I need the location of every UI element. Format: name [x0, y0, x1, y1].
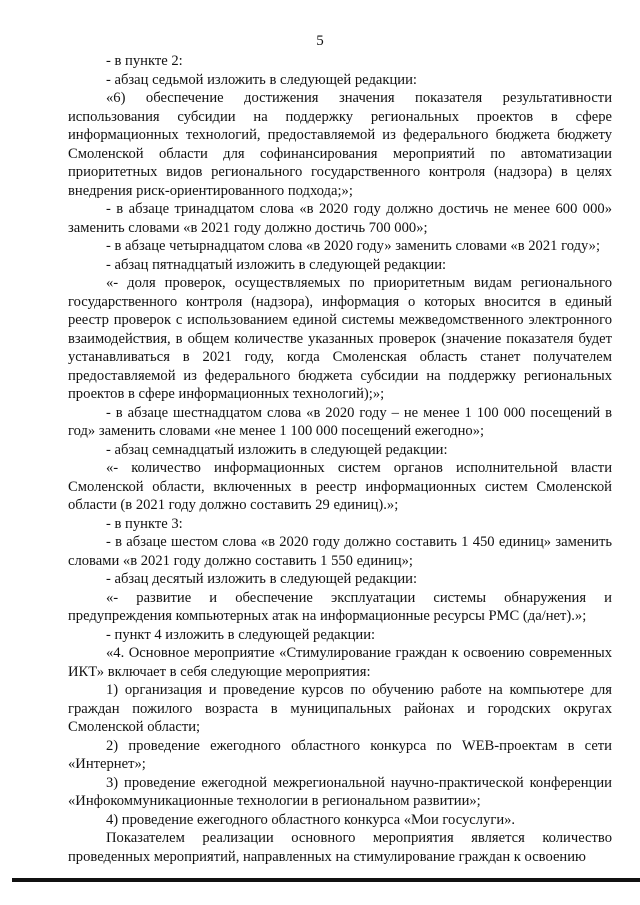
page-number: 5: [316, 33, 324, 49]
paragraph: - абзац пятнадцатый изложить в следующей редакции:: [106, 256, 447, 273]
document-body: [68, 52, 612, 866]
paragraph: «4. Основное мероприятие «Стимулирование граждан к освоению современных ИКТ» включает в себя следующие мероприятия:: [68, 645, 612, 680]
paragraph: - абзац десятый изложить в следующей редакции:: [106, 571, 418, 587]
paragraph: - в пункте 3:: [106, 515, 183, 532]
paragraph: - пункт 4 изложить в следующей редакции:: [106, 626, 376, 643]
paragraph: - в абзаце четырнадцатом слова «в 2020 году» заменить словами «в 2021 году»;: [106, 238, 601, 254]
paragraph: Показателем реализации основного мероприятия является количество проведенных мероприятий, направленных на стимулирование граждан к освоению: [68, 830, 612, 865]
paragraph: - в абзаце шестнадцатом слова «в 2020 году – не менее 1 100 000 посещений в год» заменить словами «не менее 1 100 000 посещений ежегодно»;: [68, 404, 612, 439]
paragraph: - абзац семнадцатый изложить в следующей редакции:: [106, 441, 448, 458]
paragraph: - в абзаце шестом слова «в 2020 году должно составить 1 450 единиц» заменить словами «в 2021 году должно составить 1 550 единиц»;: [68, 534, 612, 569]
paragraph: «- доля проверок, осуществляемых по приоритетным видам регионального государственного контроля (надзора), информация о которых вносится в единый реестр проверок с использованием единой системы межведомственного электронного взаимодействия, в общем количестве указанных проверок (значение показателя будет устанавливаться в 2021 году, когда Смоленская область станет получателем предоставляемой из федерального бюджета субсидии на поддержку региональных проектов в сфере информационных технологий);»;: [68, 275, 612, 402]
paragraph: - в абзаце тринадцатом слова «в 2020 году должно достичь не менее 600 000» заменить словами «в 2021 году должно достичь 700 000»;: [68, 201, 612, 236]
paragraph: 4) проведение ежегодного областного конкурса «Мои госуслуги».: [106, 811, 516, 828]
paragraph: «6) обеспечение достижения значения показателя результативности использования субсидии на поддержку региональных проектов в сфере информационных технологий, предоставляемой из федерального бюджета бюджету Смоленской области для софинансирования мероприятий по автоматизации приоритетных видов регионального государственного контроля (надзора) в целях внедрения риск-ориентированного подхода;»;: [68, 90, 612, 199]
paragraph: - в пункте 2:: [106, 53, 183, 69]
paragraph: 3) проведение ежегодной межрегиональной научно-практической конференции «Инфокоммуникационные технологии в региональном развитии»;: [68, 774, 612, 809]
paragraph: - абзац седьмой изложить в следующей редакции:: [106, 71, 417, 88]
paragraph: «- развитие и обеспечение эксплуатации системы обнаружения и предупреждения компьютерных атак на информационные ресурсы РМС (да/нет).»;: [68, 589, 612, 624]
paragraph: «- количество информационных систем органов исполнительной власти Смоленской области, включенных в реестр информационных систем Смоленской области (в 2021 году должно составить 29 единиц).»;: [68, 460, 612, 513]
paragraph: 1) организация и проведение курсов по обучению работе на компьютере для граждан пожилого возраста в муниципальных районах и городских округах Смоленской области;: [68, 682, 612, 735]
bottom-rule: [12, 878, 640, 882]
paragraph: 2) проведение ежегодного областного конкурса по WEB-проектам в сети «Интернет»;: [68, 737, 612, 772]
